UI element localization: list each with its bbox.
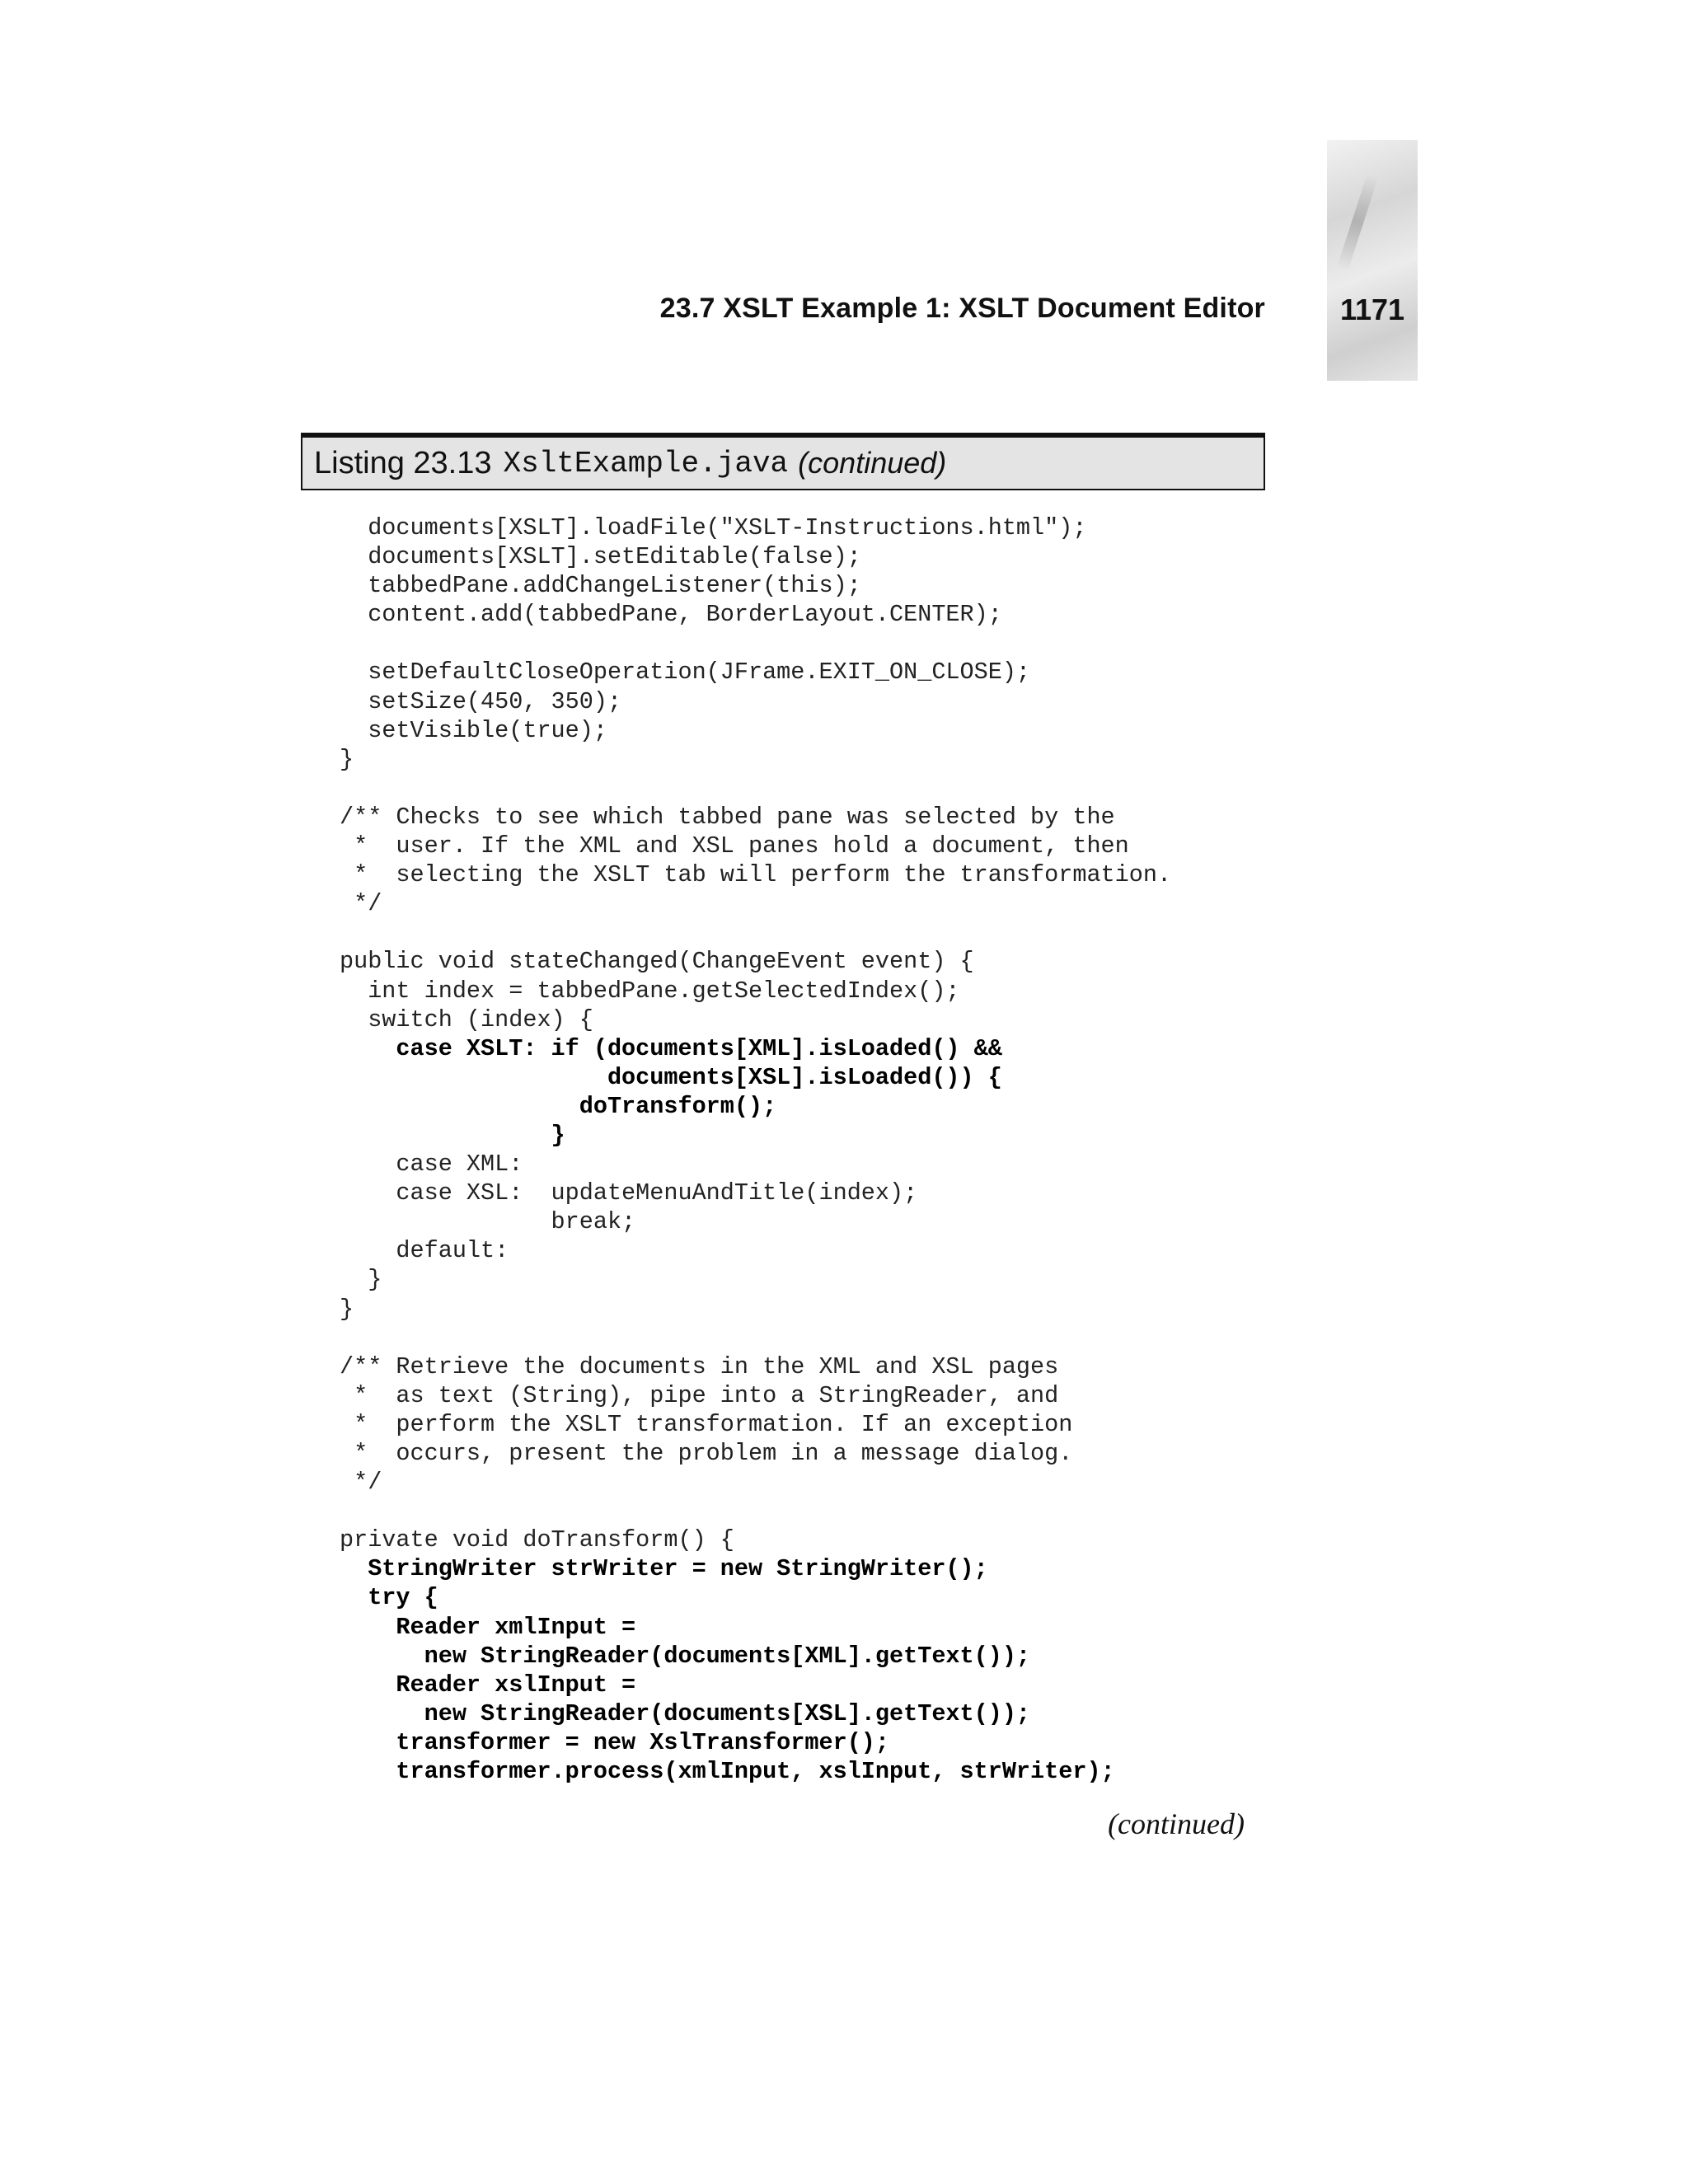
code-line: } [340, 1121, 565, 1149]
code-line: } [340, 745, 354, 773]
continued-note: (continued) [1108, 1807, 1245, 1840]
listing-label: Listing 23.13 [314, 445, 492, 480]
code-line: * perform the XSLT transformation. If an exception [340, 1410, 1073, 1438]
code-line: */ [340, 890, 382, 918]
code-line [340, 629, 1171, 658]
code-line: Reader xslInput = [340, 1671, 636, 1699]
code-line: int index = tabbedPane.getSelectedIndex(); [340, 977, 960, 1005]
code-line: doTransform(); [340, 1092, 777, 1120]
code-line: default: [340, 1237, 509, 1265]
code-line: setSize(450, 350); [340, 687, 622, 715]
thumb-tab [1327, 140, 1418, 381]
code-line: case XML: [340, 1151, 523, 1179]
code-line: switch (index) { [340, 1005, 593, 1033]
code-line: content.add(tabbedPane, BorderLayout.CENTER); [340, 601, 1002, 629]
thumb-tab-texture [1337, 174, 1378, 271]
code-line: try { [340, 1584, 438, 1612]
code-line: public void stateChanged(ChangeEvent event) { [340, 948, 974, 976]
code-line: setDefaultCloseOperation(JFrame.EXIT_ON_CLOSE); [340, 658, 1031, 687]
code-line: } [340, 1295, 354, 1323]
listing-continuation: (continued) [798, 446, 947, 480]
code-line: transformer = new XslTransformer(); [340, 1728, 890, 1756]
code-line: setVisible(true); [340, 716, 607, 744]
code-line: documents[XSLT].loadFile("XSLT-Instructions.html"); [340, 514, 1087, 541]
code-line: new StringReader(documents[XSL].getText()); [340, 1699, 1031, 1727]
code-line: /** Retrieve the documents in the XML and XSL pages [340, 1352, 1059, 1380]
code-line: new StringReader(documents[XML].getText()); [340, 1642, 1031, 1670]
code-line: * occurs, present the problem in a message dialog. [340, 1440, 1073, 1467]
code-line: */ [340, 1469, 382, 1497]
code-line: case XSL: updateMenuAndTitle(index); [340, 1179, 918, 1207]
code-line: } [340, 1266, 382, 1294]
code-line: break; [340, 1208, 636, 1236]
code-listing [340, 513, 1171, 1786]
code-line: * selecting the XSLT tab will perform the transformation. [340, 861, 1172, 889]
code-line: * as text (String), pipe into a StringReader, and [340, 1381, 1059, 1409]
page-number: 1171 [1339, 293, 1405, 326]
listing-caption [301, 433, 1265, 490]
code-line: case XSLT: if (documents[XML].isLoaded() && [340, 1034, 1002, 1062]
code-line: tabbedPane.addChangeListener(this); [340, 572, 861, 600]
code-line: private void doTransform() { [340, 1526, 734, 1554]
code-line: documents[XSLT].setEditable(false); [340, 543, 861, 571]
code-line: StringWriter strWriter = new StringWriter(); [340, 1555, 988, 1583]
code-line: documents[XSL].isLoaded()) { [340, 1063, 1002, 1091]
code-line: /** Checks to see which tabbed pane was selected by the [340, 803, 1115, 831]
listing-filename: XsltExample.java [503, 446, 789, 480]
running-head-title: 23.7 XSLT Example 1: XSLT Document Editor [659, 293, 1265, 324]
code-line [340, 1497, 1171, 1526]
code-line [340, 918, 1171, 947]
code-line [340, 1324, 1171, 1352]
code-line [340, 774, 1171, 803]
code-line: * user. If the XML and XSL panes hold a document, then [340, 832, 1129, 860]
code-line: transformer.process(xmlInput, xslInput, strWriter); [340, 1758, 1115, 1786]
code-line: Reader xmlInput = [340, 1613, 636, 1641]
